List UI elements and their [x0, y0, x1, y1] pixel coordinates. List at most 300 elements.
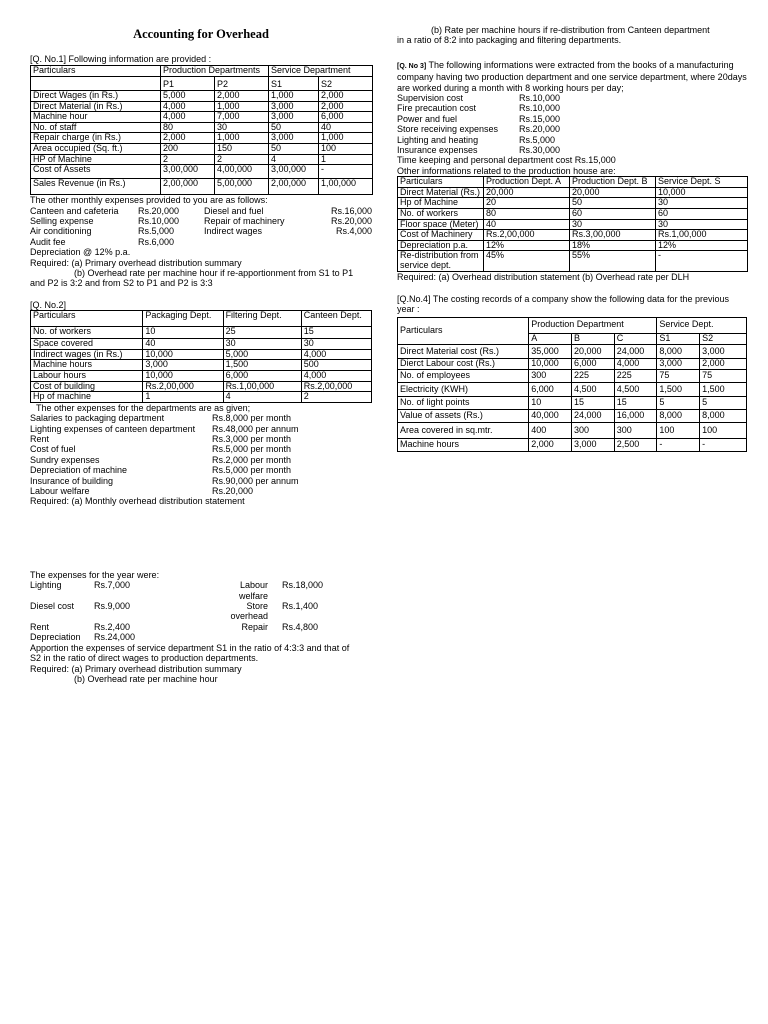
list-item-text: Supervision cost: [397, 93, 464, 104]
q3-table: [397, 176, 748, 271]
table-cell: Hp of Machine: [398, 198, 484, 209]
list-item: [397, 93, 747, 103]
rate-line-2: in a ratio of 8:2 into packaging and filtering departments.: [397, 35, 622, 46]
q3-other: Other informations related to the production house are:: [397, 165, 616, 176]
table-cell: 4: [223, 392, 301, 403]
year-intro: The expenses for the year were:: [30, 569, 160, 580]
list-item-text: Repair of machinery: [204, 215, 285, 226]
list-item-text: [282, 632, 342, 642]
table-cell: Area covered in sq.mtr.: [398, 422, 529, 438]
table-cell: 300: [614, 422, 657, 438]
table-cell: Area occupied (Sq. ft.): [31, 143, 161, 154]
table-cell: -: [656, 251, 748, 271]
table-cell: 1,00,000: [319, 179, 373, 195]
list-item-text: Rs.4,000: [335, 226, 372, 237]
list-item-text: Audit fee: [30, 236, 66, 247]
table-cell: 4,000: [301, 371, 371, 382]
table-cell: 100: [319, 143, 373, 154]
table-cell: Cost of Machinery: [398, 230, 484, 241]
table-cell: 10,000: [143, 371, 223, 382]
table-cell: 1,000: [269, 91, 319, 102]
table-cell: 6,000: [571, 358, 614, 369]
table-cell: 12%: [484, 240, 570, 251]
list-item-text: [204, 237, 316, 247]
list-item-text: Rs.3,000 per month: [212, 434, 292, 444]
table-row: [398, 240, 748, 251]
list-item: [30, 237, 372, 247]
list-item: [30, 206, 372, 216]
table-cell: 2,000: [319, 91, 373, 102]
table-cell: Value of assets (Rs.): [398, 409, 529, 422]
table-cell: 3,000: [700, 344, 747, 358]
table-cell: 40: [484, 219, 570, 230]
table-row: [31, 339, 372, 350]
table-cell: S1: [657, 333, 700, 344]
list-item-text: Rs.2,400: [94, 621, 131, 632]
table-cell: Particulars: [398, 317, 529, 344]
table-cell: Dierct Labour cost (Rs.): [398, 358, 529, 369]
q2-intro: [Q. No.2]: [30, 299, 67, 310]
table-cell: Indirect wages (in Rs.): [31, 349, 143, 360]
table-cell: A: [529, 333, 572, 344]
table-cell: Service Dept.: [657, 317, 747, 333]
q1-depreciation: Depreciation @ 12% p.a.: [30, 247, 131, 258]
table-cell: Filtering Dept.: [223, 311, 301, 327]
table-cell: Depreciation p.a.: [398, 240, 484, 251]
table-cell: 1,000: [215, 133, 269, 144]
list-item: [30, 580, 372, 601]
table-cell: Space covered: [31, 339, 143, 350]
year-apportion-2: S2 in the ratio of direct wages to production departments.: [30, 653, 259, 664]
table-cell: 10,000: [656, 187, 748, 198]
table-cell: C: [614, 333, 657, 344]
table-cell: 10,000: [143, 349, 223, 360]
q3-intro: [397, 60, 747, 93]
list-item-text: Labour welfare: [238, 580, 268, 601]
table-cell: Machine hours: [31, 360, 143, 371]
table-cell: 500: [301, 360, 371, 371]
table-cell: 55%: [570, 251, 656, 271]
table-row: [31, 179, 373, 195]
table-row: [31, 112, 373, 123]
table-cell: Rs.1,00,000: [656, 230, 748, 241]
table-row: [398, 358, 747, 369]
list-item-text: Store receiving expenses: [397, 124, 499, 135]
table-row: [31, 133, 373, 144]
list-item-text: Lighting and heating: [397, 134, 479, 145]
table-cell: 30: [215, 122, 269, 133]
table-cell: -: [700, 438, 747, 451]
table-cell: 1,500: [223, 360, 301, 371]
table-cell: 15: [614, 396, 657, 409]
table-row: [31, 77, 373, 91]
list-item-text: Diesel cost: [30, 601, 75, 612]
table-cell: Rs.2,00,000: [301, 381, 371, 392]
list-item-text: Depreciation: [30, 632, 81, 643]
table-cell: 5,00,000: [215, 179, 269, 195]
table-cell: Cost of Assets: [31, 165, 161, 179]
table-cell: 7,000: [215, 112, 269, 123]
table-cell: 6,000: [319, 112, 373, 123]
table-cell: Direct Wages (in Rs.): [31, 91, 161, 102]
list-item-text: Cost of fuel: [30, 444, 76, 455]
table-cell: 3,00,000: [161, 165, 215, 179]
table-cell: 30: [656, 198, 748, 209]
list-item-text: Rs.20,000: [212, 486, 254, 497]
table-cell: 15: [301, 327, 371, 339]
table-cell: S2: [319, 77, 373, 91]
list-item-text: Rs.8,000 per month: [212, 413, 292, 424]
q2-table: [30, 310, 372, 403]
list-item-text: Rs.1,400: [282, 601, 319, 612]
table-cell: No. of employees: [398, 369, 529, 382]
q1-table: [30, 65, 373, 195]
list-item-text: Rs.4,800: [282, 621, 319, 632]
q1-required-b: (b) Overhead rate per machine hour if re-apportionment from S1 to P1: [74, 268, 354, 278]
table-cell: 6,000: [223, 371, 301, 382]
list-item: [30, 632, 372, 642]
list-item-text: Rs.30,000: [519, 145, 561, 156]
list-item: [30, 413, 372, 423]
table-cell: 10: [529, 396, 572, 409]
table-cell: 8,000: [700, 409, 747, 422]
year-required-b: (b) Overhead rate per machine hour: [74, 673, 218, 684]
table-cell: No. of light points: [398, 396, 529, 409]
table-cell: 1: [319, 154, 373, 165]
list-item-text: Depreciation of machine: [30, 465, 128, 476]
table-cell: Rs.2,00,000: [143, 381, 223, 392]
table-cell: 2,00,000: [161, 179, 215, 195]
list-item-text: Rs.5,000: [138, 226, 175, 237]
table-cell: HP of Machine: [31, 154, 161, 165]
table-row: [398, 198, 748, 209]
table-cell: 75: [657, 369, 700, 382]
table-cell: 400: [529, 422, 572, 438]
right-column: [397, 0, 747, 452]
table-cell: No. of workers: [398, 209, 484, 220]
list-item-text: Rent: [30, 434, 50, 444]
list-item: [30, 216, 372, 226]
list-item: [30, 434, 372, 444]
table-cell: 2,000: [700, 358, 747, 369]
table-cell: 4,000: [614, 358, 657, 369]
table-cell: Direct Material (Rs.): [398, 187, 484, 198]
q3-intro-text: The following informations were extracted from the books of a manufacturing company having two production department and one service department, where 20days are worked during a month with 8 working hours per day;: [397, 59, 747, 93]
year-apportion-1: Apportion the expenses of service department S1 in the ratio of 4:3:3 and that of: [30, 642, 350, 653]
list-item-text: Rs.5,000: [519, 134, 556, 145]
table-cell: 4,000: [161, 101, 215, 112]
year-expenses: [30, 580, 372, 642]
table-row: [398, 422, 747, 438]
list-item-text: Insurance of building: [30, 475, 114, 486]
q2-other-intro: The other expenses for the departments are as given;: [36, 402, 251, 413]
table-cell: 30: [223, 339, 301, 350]
list-item-text: Rs.10,000: [138, 215, 180, 226]
table-cell: 1: [143, 392, 223, 403]
list-item-text: Rs.20,000: [330, 215, 372, 226]
table-cell: 3,000: [269, 133, 319, 144]
list-item-text: Diesel and fuel: [204, 205, 264, 216]
table-cell: 60: [570, 209, 656, 220]
table-row: [31, 381, 372, 392]
table-cell: Labour hours: [31, 371, 143, 382]
table-cell: 1,500: [657, 382, 700, 396]
q1-other-intro: The other monthly expenses provided to you are as follows:: [30, 195, 268, 206]
list-item: [30, 455, 372, 465]
table-cell: 30: [570, 219, 656, 230]
table-cell: 2: [301, 392, 371, 403]
list-item-text: Rs.10,000: [519, 103, 561, 114]
table-cell: 1,000: [215, 101, 269, 112]
list-item-text: [210, 632, 282, 642]
table-cell: Particulars: [31, 311, 143, 327]
list-item: [30, 601, 372, 622]
table-cell: 4,000: [301, 349, 371, 360]
table-cell: 2,500: [614, 438, 657, 451]
table-cell: 50: [269, 143, 319, 154]
list-item: [30, 486, 372, 496]
table-cell: 24,000: [571, 409, 614, 422]
list-item-text: Rs.18,000: [282, 580, 324, 591]
table-row: [398, 230, 748, 241]
table-cell: 75: [700, 369, 747, 382]
table-cell: 6,000: [529, 382, 572, 396]
table-cell: 225: [571, 369, 614, 382]
list-item-text: Indirect wages: [204, 226, 263, 237]
table-cell: Service Department: [269, 66, 373, 77]
table-cell: 80: [484, 209, 570, 220]
table-cell: S1: [269, 77, 319, 91]
table-row: [398, 344, 747, 358]
page-title: Accounting for Overhead: [133, 27, 269, 41]
list-item-text: Selling expense: [30, 215, 94, 226]
table-cell: Production Dept. A: [484, 177, 570, 188]
table-row: [31, 122, 373, 133]
table-cell: 2,000: [161, 133, 215, 144]
table-cell: 40,000: [529, 409, 572, 422]
table-cell: 4,000: [161, 112, 215, 123]
table-row: [398, 396, 747, 409]
list-item-text: Rs.10,000: [519, 93, 561, 104]
table-cell: 3,000: [657, 358, 700, 369]
table-cell: 100: [700, 422, 747, 438]
table-cell: 2,000: [319, 101, 373, 112]
table-cell: [31, 77, 161, 91]
table-cell: P2: [215, 77, 269, 91]
q1-expenses: [30, 206, 372, 248]
q2-required: Required: (a) Monthly overhead distribution statement: [30, 496, 245, 507]
table-row: [31, 101, 373, 112]
table-cell: Direct Material (in Rs.): [31, 101, 161, 112]
table-cell: Hp of machine: [31, 392, 143, 403]
table-row: [398, 209, 748, 220]
table-cell: 18%: [570, 240, 656, 251]
list-item-text: Lighting: [30, 580, 62, 591]
table-cell: 16,000: [614, 409, 657, 422]
table-cell: 225: [614, 369, 657, 382]
list-item: [30, 424, 372, 434]
list-item-text: Rs.2,000 per month: [212, 454, 292, 465]
list-item: [30, 622, 372, 632]
table-cell: Machine hour: [31, 112, 161, 123]
q4-intro: [Q.No.4] The costing records of a company show the following data for the previous year :: [397, 294, 730, 315]
table-cell: Service Dept. S: [656, 177, 748, 188]
table-cell: 2,000: [529, 438, 572, 451]
table-cell: -: [319, 165, 373, 179]
table-cell: 80: [161, 122, 215, 133]
table-row: [31, 91, 373, 102]
list-item-text: Rs.7,000: [94, 580, 131, 591]
list-item-text: Rs.5,000 per month: [212, 444, 292, 455]
table-row: [31, 66, 373, 77]
table-cell: 5: [700, 396, 747, 409]
table-cell: 20,000: [484, 187, 570, 198]
table-cell: Canteen Dept.: [301, 311, 371, 327]
table-cell: 10: [143, 327, 223, 339]
list-item-text: Sundry expenses: [30, 454, 100, 465]
list-item: [30, 444, 372, 454]
table-cell: Cost of building: [31, 381, 143, 392]
list-item-text: Rs.90,000 per annum: [212, 475, 299, 486]
list-item-text: Air conditioning: [30, 226, 92, 237]
list-item-text: Rs.20,000: [519, 124, 561, 135]
table-cell: Electricity (KWH): [398, 382, 529, 396]
table-row: [31, 154, 373, 165]
table-cell: S2: [700, 333, 747, 344]
table-row: [398, 187, 748, 198]
table-cell: Rs.1,00,000: [223, 381, 301, 392]
table-cell: 4: [269, 154, 319, 165]
table-cell: Production Departments: [161, 66, 269, 77]
list-item-text: Store overhead: [230, 601, 268, 622]
table-cell: 2,00,000: [269, 179, 319, 195]
table-row: [398, 409, 747, 422]
list-item: [397, 135, 747, 145]
table-cell: 8,000: [657, 409, 700, 422]
q1-intro: [Q. No.1] Following information are provided :: [30, 54, 212, 64]
table-cell: 1,500: [700, 382, 747, 396]
list-item-text: Rs.9,000: [94, 601, 131, 612]
table-cell: 3,00,000: [269, 165, 319, 179]
table-cell: 4,500: [571, 382, 614, 396]
table-row: [31, 143, 373, 154]
list-item: [30, 465, 372, 475]
table-cell: 20: [484, 198, 570, 209]
table-cell: Packaging Dept.: [143, 311, 223, 327]
list-item-text: Rs.5,000 per month: [212, 465, 292, 476]
q1-required-b2: and P2 is 3:2 and from S2 to P1 and P2 is 3:3: [30, 278, 213, 289]
table-cell: Production Department: [529, 317, 657, 333]
q3-timekeeping: Time keeping and personal department cost Rs.15,000: [397, 155, 616, 166]
table-cell: 5,000: [161, 91, 215, 102]
table-cell: Re-distribution from service dept.: [398, 251, 484, 271]
q3-required: Required: (a) Overhead distribution statement (b) Overhead rate per DLH: [397, 271, 690, 282]
table-cell: 30: [656, 219, 748, 230]
table-cell: 40: [319, 122, 373, 133]
list-item: [30, 226, 372, 236]
table-cell: Floor space (Meter): [398, 219, 484, 230]
table-row: [31, 349, 372, 360]
table-cell: 20,000: [570, 187, 656, 198]
q1-required-a: Required: (a) Primary overhead distribution summary: [30, 257, 242, 268]
list-item-text: Repair: [241, 621, 268, 632]
table-cell: 35,000: [529, 344, 572, 358]
list-item-text: Rs.48,000 per annum: [212, 423, 299, 434]
table-cell: 8,000: [657, 344, 700, 358]
list-item-text: Power and fuel: [397, 113, 458, 124]
table-row: [398, 369, 747, 382]
table-row: [398, 317, 747, 333]
list-item-text: Rs.24,000: [94, 632, 136, 643]
table-cell: Rs.2,00,000: [484, 230, 570, 241]
q4-table: [397, 317, 747, 452]
table-cell: 20,000: [571, 344, 614, 358]
table-cell: 40: [143, 339, 223, 350]
table-cell: 300: [571, 422, 614, 438]
table-cell: B: [571, 333, 614, 344]
table-row: [31, 165, 373, 179]
table-cell: 10,000: [529, 358, 572, 369]
table-cell: 300: [529, 369, 572, 382]
table-cell: 3,000: [269, 101, 319, 112]
table-row: [398, 382, 747, 396]
list-item: [397, 145, 747, 155]
table-cell: 5: [657, 396, 700, 409]
table-row: [398, 251, 748, 271]
table-cell: 24,000: [614, 344, 657, 358]
list-item-text: Rs.20,000: [138, 205, 180, 216]
rate-line-1: (b) Rate per machine hours if re-distribution from Canteen department: [431, 25, 710, 35]
table-cell: No. of staff: [31, 122, 161, 133]
list-item-text: Salaries to packaging department: [30, 413, 165, 424]
list-item: [397, 103, 747, 113]
list-item-text: Fire precaution cost: [397, 103, 477, 114]
table-cell: Direct Material cost (Rs.): [398, 344, 529, 358]
q2-expenses: [30, 413, 372, 496]
table-cell: Repair charge (in Rs.): [31, 133, 161, 144]
table-cell: 45%: [484, 251, 570, 271]
list-item: [30, 476, 372, 486]
table-row: [31, 311, 372, 327]
list-item-text: Lighting expenses of canteen department: [30, 423, 196, 434]
list-item-text: Rs.15,000: [519, 113, 561, 124]
table-cell: 3,000: [143, 360, 223, 371]
table-row: [31, 392, 372, 403]
table-row: [398, 438, 747, 451]
table-cell: 4,00,000: [215, 165, 269, 179]
table-cell: 30: [301, 339, 371, 350]
list-item-text: Labour welfare: [30, 486, 90, 497]
year-required-a: Required: (a) Primary overhead distribution summary: [30, 663, 242, 674]
table-cell: Sales Revenue (in Rs.): [31, 179, 161, 195]
table-cell: Production Dept. B: [570, 177, 656, 188]
table-cell: 3,000: [571, 438, 614, 451]
table-row: [398, 177, 748, 188]
table-cell: 5,000: [223, 349, 301, 360]
table-cell: 15: [571, 396, 614, 409]
left-column: [30, 0, 372, 684]
list-item: [397, 124, 747, 134]
list-item-text: [316, 237, 372, 247]
q3-label: [Q. No 3]: [397, 62, 427, 70]
table-cell: 3,000: [269, 112, 319, 123]
list-item-text: Rs.6,000: [138, 236, 175, 247]
table-cell: No. of workers: [31, 327, 143, 339]
table-cell: 1,000: [319, 133, 373, 144]
table-cell: 2,000: [215, 91, 269, 102]
list-item-text: Insurance expenses: [397, 145, 478, 156]
table-cell: Particulars: [31, 66, 161, 77]
